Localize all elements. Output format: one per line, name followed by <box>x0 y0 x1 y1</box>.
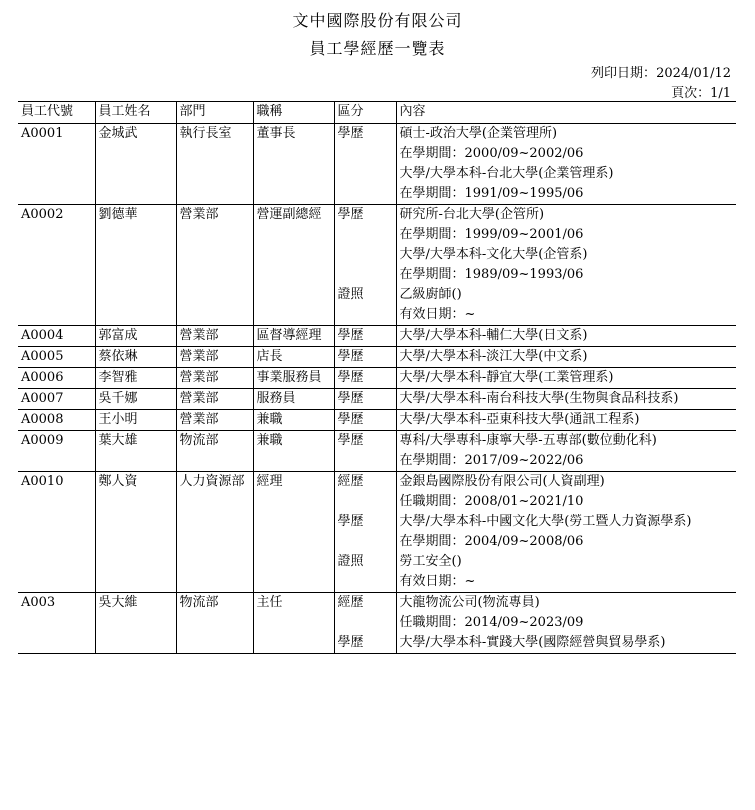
department-cell <box>176 633 253 654</box>
department-cell <box>176 245 253 285</box>
job-title-cell: 店長 <box>253 347 334 368</box>
employee-id-cell: A0010 <box>18 472 95 513</box>
employee-id-cell <box>18 633 95 654</box>
content-line: 大學/大學本科-靜宜大學(工業管理系) <box>399 370 614 385</box>
employee-name-cell <box>95 633 176 654</box>
content-line: 任職期間：2008/01~2021/10 <box>399 494 584 509</box>
department-cell <box>176 512 253 552</box>
employee-name-cell <box>95 164 176 205</box>
content-cell <box>396 512 736 552</box>
employee-name-cell: 郭富成 <box>95 326 176 347</box>
employee-name-cell: 王小明 <box>95 410 176 431</box>
table-row <box>18 410 736 431</box>
content-cell <box>396 245 736 285</box>
employee-name-cell: 蔡依琳 <box>95 347 176 368</box>
category-cell <box>334 164 396 205</box>
employee-id-cell: A0009 <box>18 431 95 472</box>
employee-id-cell: A0006 <box>18 368 95 389</box>
content-line: 碩士-政治大學(企業管理所) <box>399 126 558 141</box>
category-cell: 學歷 <box>334 633 396 654</box>
job-title-cell <box>253 633 334 654</box>
category-cell: 學歷 <box>334 512 396 552</box>
category-cell: 學歷 <box>334 124 396 165</box>
content-line: 在學期間：1999/09~2001/06 <box>399 227 584 242</box>
department-cell: 人力資源部 <box>176 472 253 513</box>
job-title-cell: 主任 <box>253 593 334 634</box>
employee-name-cell <box>95 552 176 593</box>
table-row <box>18 633 736 654</box>
employee-id-cell <box>18 285 95 326</box>
category-cell: 學歷 <box>334 326 396 347</box>
content-cell <box>396 552 736 593</box>
employee-name-cell <box>95 285 176 326</box>
job-title-cell <box>253 164 334 205</box>
employee-name-cell <box>95 245 176 285</box>
report-title: 員工學經歷一覽表 <box>309 39 446 58</box>
content-line: 專科/大學專科-康寧大學-五專部(數位動化科) <box>399 433 657 448</box>
category-cell: 經歷 <box>334 593 396 634</box>
employee-id-cell: A0005 <box>18 347 95 368</box>
page-label: 頁次： <box>671 86 711 101</box>
table-body <box>18 124 736 654</box>
category-cell: 學歷 <box>334 431 396 472</box>
employee-name-cell <box>95 512 176 552</box>
column-header: 內容 <box>396 102 736 124</box>
page-number <box>671 82 731 101</box>
content-line: 大學/大學本科-亞東科技大學(通訊工程系) <box>399 412 640 427</box>
employee-id-cell: A0008 <box>18 410 95 431</box>
category-cell: 證照 <box>334 285 396 326</box>
content-line: 大學/大學本科-輔仁大學(日文系) <box>399 328 588 343</box>
employee-id-cell: A0004 <box>18 326 95 347</box>
table-row <box>18 368 736 389</box>
content-cell <box>396 410 736 431</box>
category-cell: 證照 <box>334 552 396 593</box>
content-line: 在學期間：2000/09~2002/06 <box>399 146 584 161</box>
department-cell: 執行長室 <box>176 124 253 165</box>
job-title-cell: 經理 <box>253 472 334 513</box>
content-line: 大學/大學本科-淡江大學(中文系) <box>399 349 588 364</box>
category-cell <box>334 245 396 285</box>
job-title-cell: 服務員 <box>253 389 334 410</box>
content-cell <box>396 285 736 326</box>
table-row <box>18 285 736 326</box>
education-experience-table <box>18 101 736 654</box>
department-cell <box>176 285 253 326</box>
print-date <box>591 62 731 81</box>
content-line: 大學/大學本科-台北大學(企業管理系) <box>399 166 614 181</box>
table-row <box>18 593 736 634</box>
employee-id-cell: A0001 <box>21 126 64 141</box>
employee-id-cell <box>18 245 95 285</box>
content-line: 大龍物流公司(物流專員) <box>399 595 540 610</box>
category-cell: 學歷 <box>334 368 396 389</box>
table-row <box>18 552 736 593</box>
table-row <box>18 124 736 165</box>
employee-name-cell: 李智雅 <box>95 368 176 389</box>
print-date-label: 列印日期： <box>591 66 657 81</box>
employee-id-cell: A003 <box>18 593 95 634</box>
content-cell <box>396 389 736 410</box>
content-line: 在學期間：2017/09~2022/06 <box>399 453 584 468</box>
header-row <box>18 102 736 124</box>
content-line: 有效日期：~ <box>399 574 476 589</box>
print-date-value: 2024/01/12 <box>656 66 731 81</box>
job-title-cell <box>253 245 334 285</box>
content-line: 研究所-台北大學(企管所) <box>399 207 545 222</box>
table-row <box>18 164 736 205</box>
content-cell <box>396 124 736 165</box>
job-title-cell <box>253 512 334 552</box>
column-header: 員工姓名 <box>95 102 176 124</box>
department-cell: 物流部 <box>176 593 253 634</box>
table-row <box>18 512 736 552</box>
content-line: 勞工安全() <box>399 554 462 569</box>
employee-name-cell: 劉德華 <box>95 205 176 246</box>
employee-id-cell <box>18 164 95 205</box>
job-title-cell: 兼職 <box>253 431 334 472</box>
department-cell: 物流部 <box>176 431 253 472</box>
content-line: 大學/大學本科-文化大學(企管系) <box>399 247 588 262</box>
content-line: 在學期間：1991/09~1995/06 <box>399 186 584 201</box>
content-cell <box>396 205 736 246</box>
column-header: 區分 <box>334 102 396 124</box>
table-row <box>18 245 736 285</box>
content-cell <box>396 593 736 634</box>
job-title-cell: 區督導經理 <box>253 326 334 347</box>
table-row <box>18 205 736 246</box>
category-cell: 學歷 <box>334 410 396 431</box>
employee-id-cell <box>18 512 95 552</box>
content-cell <box>396 633 736 654</box>
department-cell: 營業部 <box>176 326 253 347</box>
employee-name-cell: 鄭人資 <box>95 472 176 513</box>
department-cell <box>176 164 253 205</box>
company-name: 文中國際股份有限公司 <box>292 11 463 30</box>
employee-name-cell: 葉大雄 <box>95 431 176 472</box>
content-line: 在學期間：2004/09~2008/06 <box>399 534 584 549</box>
employee-id-cell <box>18 552 95 593</box>
department-cell: 營業部 <box>176 368 253 389</box>
job-title-cell <box>253 552 334 593</box>
employee-name-cell: 金城武 <box>95 124 176 165</box>
department-cell: 營業部 <box>176 389 253 410</box>
content-line: 大學/大學本科-南台科技大學(生物與食品科技系) <box>399 391 679 406</box>
content-cell <box>396 368 736 389</box>
content-cell <box>396 431 736 472</box>
employee-name-cell: 吳大維 <box>95 593 176 634</box>
content-cell <box>396 347 736 368</box>
department-cell: 營業部 <box>176 205 253 246</box>
table-row <box>18 431 736 472</box>
column-header: 員工代號 <box>18 102 95 124</box>
job-title-cell: 事業服務員 <box>253 368 334 389</box>
column-header: 部門 <box>176 102 253 124</box>
content-line: 有效日期：~ <box>399 307 476 322</box>
content-cell <box>396 164 736 205</box>
table-row <box>18 389 736 410</box>
employee-id-cell: A0007 <box>18 389 95 410</box>
job-title-cell: 董事長 <box>253 124 334 165</box>
content-line: 大學/大學本科-中國文化大學(勞工暨人力資源學系) <box>399 514 692 529</box>
department-cell: 營業部 <box>176 410 253 431</box>
table-row <box>18 326 736 347</box>
job-title-cell: 營運副總經 <box>253 205 334 246</box>
content-line: 在學期間：1989/09~1993/06 <box>399 267 584 282</box>
category-cell: 經歷 <box>334 472 396 513</box>
category-cell: 學歷 <box>334 389 396 410</box>
table-row <box>18 347 736 368</box>
content-cell <box>396 326 736 347</box>
job-title-cell: 兼職 <box>253 410 334 431</box>
table-row <box>18 472 736 513</box>
category-cell: 學歷 <box>334 205 396 246</box>
content-line: 大學/大學本科-實踐大學(國際經營與貿易學系) <box>399 635 666 650</box>
employee-id-cell: A0002 <box>18 205 95 246</box>
content-line: 乙級廚師() <box>399 287 462 302</box>
column-header: 職稱 <box>253 102 334 124</box>
department-cell: 營業部 <box>176 347 253 368</box>
employee-name-cell: 吳千娜 <box>95 389 176 410</box>
category-cell: 學歷 <box>334 347 396 368</box>
job-title-cell <box>253 285 334 326</box>
department-cell <box>176 552 253 593</box>
content-line: 任職期間：2014/09~2023/09 <box>399 615 584 630</box>
content-cell <box>396 472 736 513</box>
content-line: 金銀島國際股份有限公司(人資副理) <box>399 474 605 489</box>
page-value: 1/1 <box>710 86 731 101</box>
